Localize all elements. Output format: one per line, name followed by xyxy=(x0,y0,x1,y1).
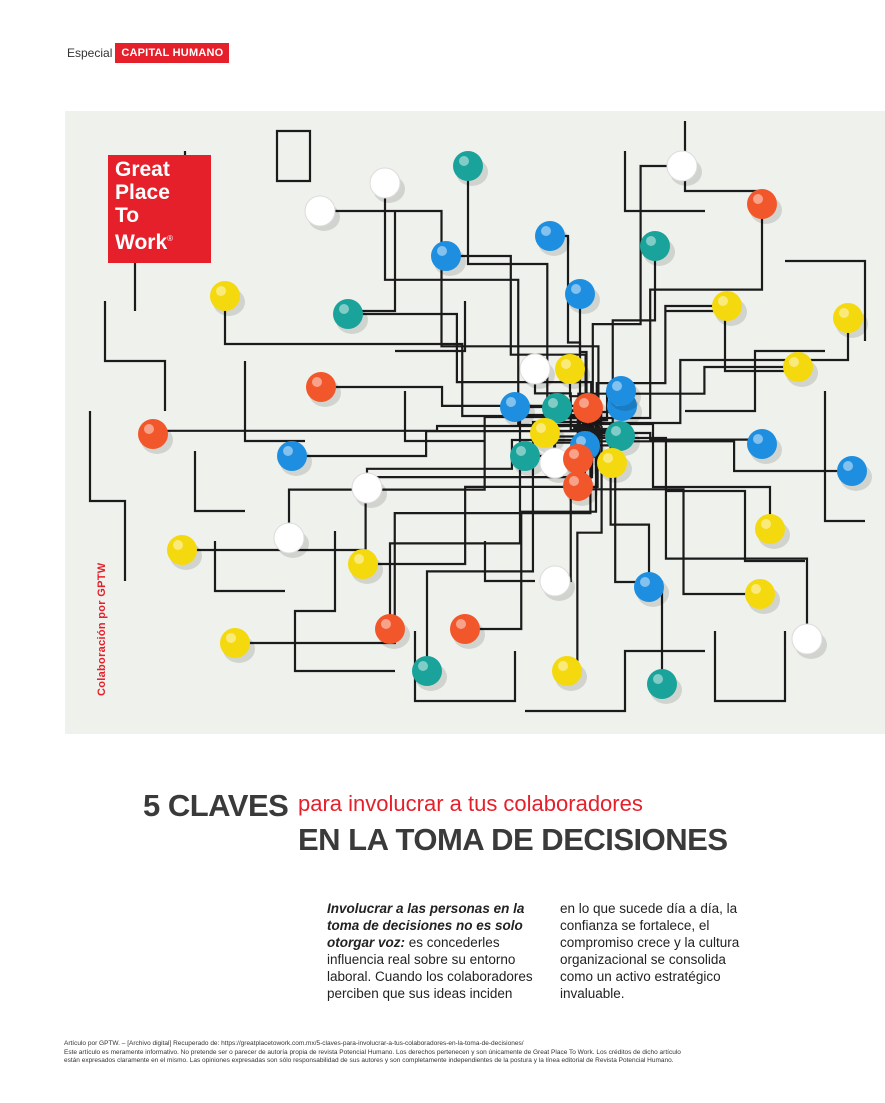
push-pin xyxy=(837,456,872,491)
push-pin xyxy=(565,279,600,314)
push-pin xyxy=(274,523,309,558)
logo-line1: Great xyxy=(115,158,170,181)
footer-line2: Este artículo es meramente informativo. No pretende ser o parecer de autoría propia de revista Potencial Humano. Los derechos pertenecen y son únicamente de Great Place To Work. Los créditos de dicho artículo xyxy=(64,1048,681,1056)
headline-part3: EN LA TOMA DE DECISIONES xyxy=(298,822,728,857)
section-badge: CAPITAL HUMANO xyxy=(115,43,229,63)
push-pin xyxy=(755,514,790,549)
push-pin xyxy=(348,549,383,584)
push-pin xyxy=(783,352,818,387)
push-pin xyxy=(138,419,173,454)
headline-part2: para involucrar a tus colaboradores xyxy=(298,791,643,816)
push-pin xyxy=(306,372,341,407)
section-label: Especial xyxy=(67,46,113,60)
push-pin xyxy=(352,473,387,508)
push-pin xyxy=(370,168,405,203)
push-pin xyxy=(747,429,782,464)
push-pin xyxy=(412,656,447,691)
push-pin xyxy=(634,572,669,607)
push-pin xyxy=(747,189,782,224)
body-lead: Involucrar a las personas en la toma de decisiones no es solo otorgar voz: xyxy=(327,901,525,950)
headline xyxy=(0,782,885,862)
push-pin xyxy=(535,221,570,256)
footer-line1: Artículo por GPTW. – [Archivo digital] Recuperado de: https://greatplacetowork.com.mx/5-claves-para-involucrar-a-tus-colaboradores-en-la-toma-de-decisiones/ xyxy=(64,1040,524,1047)
push-pin xyxy=(520,354,555,389)
push-pin xyxy=(453,151,488,186)
push-pin xyxy=(431,241,466,276)
push-pin xyxy=(220,628,255,663)
headline-part1: 5 CLAVES xyxy=(143,788,289,823)
push-pin xyxy=(667,151,702,186)
push-pin xyxy=(640,231,675,266)
push-pin xyxy=(833,303,868,338)
photo-credit: Colaboración por GPTW xyxy=(96,562,108,696)
push-pin xyxy=(277,441,312,476)
gptw-logo xyxy=(108,155,211,263)
body-column-2: en lo que sucede día a día, la confianza se fortalece, el compromiso crece y la cultura organizacional se consolida como un activo estratégico invaluable. xyxy=(560,901,740,1001)
footer-notes xyxy=(64,1040,764,1066)
push-pin xyxy=(333,299,368,334)
registered-mark: ® xyxy=(167,234,174,243)
push-pin xyxy=(450,614,485,649)
push-pin xyxy=(167,535,202,570)
body-column-1 xyxy=(327,900,545,1002)
body-col1-text: es concederles influencia real sobre su entorno laboral. Cuando los colaboradores perciben que sus ideas inciden xyxy=(327,935,533,1001)
logo-line2: Place xyxy=(115,181,170,204)
push-pin xyxy=(552,656,587,691)
push-pin xyxy=(305,196,340,231)
section-header xyxy=(67,42,229,64)
footer-line3: están expresados claramente en el mismo. Las opiniones expresadas son sólo responsabilidad de sus autores y son completamente independientes de la postura y la línea editorial de Revista Potencial Humano. xyxy=(64,1057,674,1064)
push-pin xyxy=(500,392,535,427)
push-pin xyxy=(712,291,747,326)
push-pin xyxy=(745,579,780,614)
logo-line3: To xyxy=(115,204,140,227)
push-pin xyxy=(647,669,682,704)
push-pin xyxy=(210,281,245,316)
push-pin xyxy=(792,624,827,659)
logo-line4: Work xyxy=(115,231,168,254)
